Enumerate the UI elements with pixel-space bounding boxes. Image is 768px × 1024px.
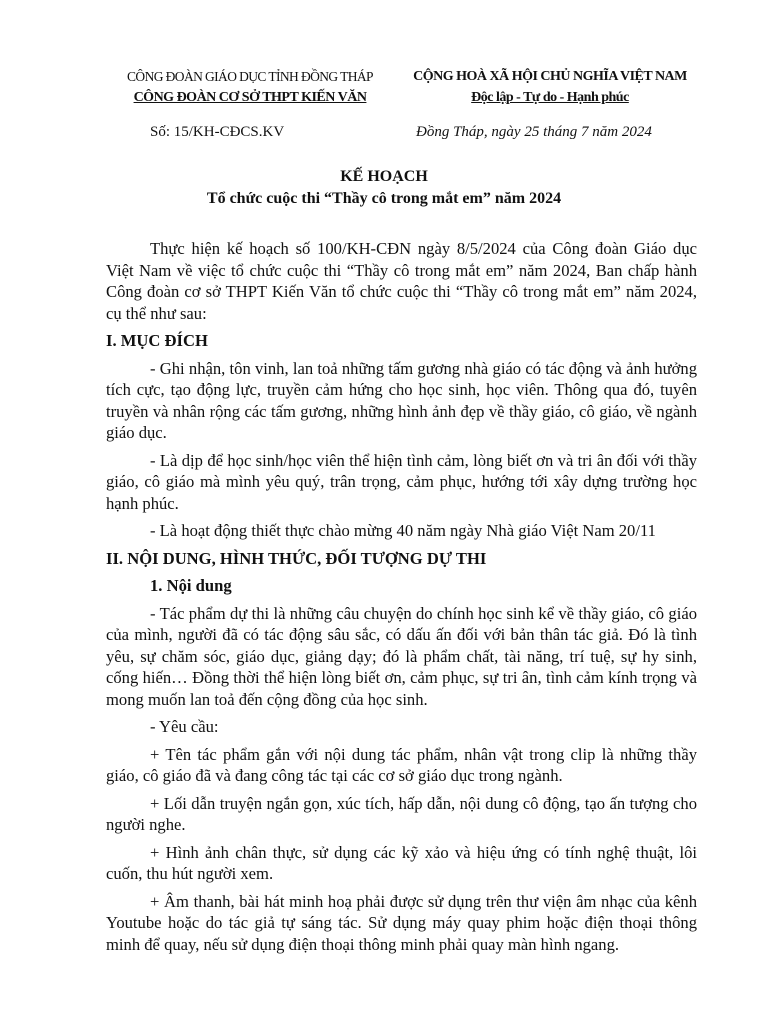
document-title (0, 166, 768, 210)
content-paragraph-1: - Tác phẩm dự thi là những câu chuyện do chính học sinh kể về thầy giáo, cô giáo của mình, người đã có tác động sâu sắc, có dấu ấn đối với bản thân tác giả. Đó là tình yêu, sự chăm sóc, giáo dục, giảng dạy; đó là phẩm chất, tài năng, trí tuệ, sự hy sinh, cống hiến… Đồng thời thể hiện lòng biết ơn, cảm phục, sự tri ân, tình cảm kính trọng và mong muốn lan toả đến cộng đồng của học sinh. (106, 603, 697, 709)
purpose-paragraph-2: - Là dịp để học sinh/học viên thể hiện tình cảm, lòng biết ơn và tri ân đối với thầy giáo, cô giáo mà mình yêu quý, trân trọng, cảm phục, hướng tới xây dựng trường học hạnh phúc. (106, 450, 697, 513)
content-requirements-label: - Yêu cầu: (150, 717, 219, 736)
document-number: Số: 15/KH-CĐCS.KV (150, 124, 285, 140)
title-main: KẾ HOẠCH (340, 168, 428, 185)
document-body (106, 238, 697, 961)
requirement-item-3: + Hình ảnh chân thực, sử dụng các kỹ xảo và hiệu ứng có tính nghệ thuật, lôi cuốn, thu hút người xem. (106, 842, 697, 883)
title-subtitle: Tổ chức cuộc thi “Thầy cô trong mắt em” năm 2024 (206, 190, 562, 207)
subsection-heading-content: 1. Nội dung (150, 576, 232, 595)
intro-paragraph: Thực hiện kế hoạch số 100/KH-CĐN ngày 8/5/2024 của Công đoàn Giáo dục Việt Nam về việc tổ chức cuộc thi “Thầy cô trong mắt em” năm 2024, Ban chấp hành Công đoàn cơ sở THPT Kiến Văn tổ chức cuộc thi “Thầy cô trong mắt em” năm 2024, cụ thể như sau: (106, 239, 697, 323)
requirement-item-4: + Âm thanh, bài hát minh hoạ phải được sử dụng trên thư viện âm nhạc của kênh Youtube hoặc do tác giả tự sáng tác. Sử dụng máy quay phim hoặc điện thoại thông minh để quay, nếu sử dụng điện thoại thông minh phải quay màn hình ngang. (106, 891, 697, 954)
national-title: CỘNG HOÀ XÃ HỘI CHỦ NGHĨA VIỆT NAM (413, 69, 687, 84)
document-date: Đồng Tháp, ngày 25 tháng 7 năm 2024 (416, 124, 652, 140)
issuer-header (100, 66, 400, 108)
purpose-paragraph-1: - Ghi nhận, tôn vinh, lan toả những tấm gương nhà giáo có tác động và ảnh hưởng tích cực, tạo động lực, truyền cảm hứng cho học sinh, học viên. Thông qua đó, tuyên truyền và nhân rộng các tấm gương, những hình ảnh đẹp về thầy giáo, cô giáo, về ngành giáo dục. (106, 358, 697, 442)
parent-organization: CÔNG ĐOÀN GIÁO DỤC TỈNH ĐỒNG THÁP (127, 69, 373, 84)
requirement-item-1: + Tên tác phẩm gắn với nội dung tác phẩm, nhân vật trong clip là những thầy giáo, cô giáo đã và đang công tác tại các cơ sở giáo dục trong ngành. (106, 744, 697, 785)
purpose-paragraph-3: - Là hoạt động thiết thực chào mừng 40 năm ngày Nhà giáo Việt Nam 20/11 (150, 521, 656, 540)
issuing-organization: CÔNG ĐOÀN CƠ SỞ THPT KIẾN VĂN (133, 90, 367, 105)
section-heading-content: II. NỘI DUNG, HÌNH THỨC, ĐỐI TƯỢNG DỰ THI (106, 548, 487, 568)
section-heading-purpose: I. MỤC ĐÍCH (106, 331, 208, 350)
national-header (400, 66, 700, 108)
requirement-item-2: + Lối dẫn truyện ngắn gọn, xúc tích, hấp dẫn, nội dung cô động, tạo ấn tượng cho người nghe. (106, 793, 697, 834)
national-motto: Độc lập - Tự do - Hạnh phúc (471, 90, 629, 105)
